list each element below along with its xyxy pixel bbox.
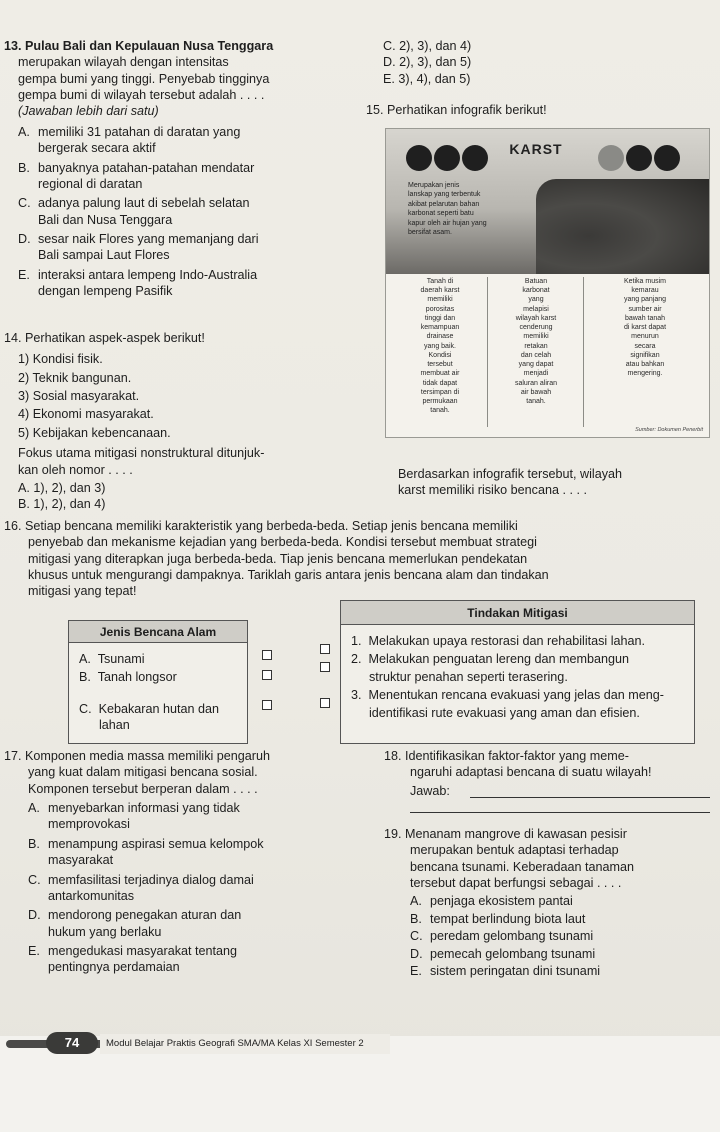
infographic-text: Merupakan jenis (408, 182, 460, 189)
option-letter: A. (28, 801, 40, 816)
q13-line: gempa bumi yang tinggi. Penyebab tingginya (18, 71, 270, 86)
q13-option[interactable] (18, 160, 374, 193)
q19-line: merupakan bentuk adaptasi terhadap (410, 843, 619, 858)
option-text: D. mendorong penegakan aturan dan (28, 908, 242, 923)
page-number: 74 (46, 1032, 98, 1054)
infographic-text: lanskap yang terbentuk (408, 191, 481, 199)
question-19 (384, 826, 714, 980)
q15-stem (398, 466, 713, 499)
infographic-text: tanah. (526, 398, 546, 406)
option-text: E. interaksi antara lempeng Indo-Australia (18, 267, 258, 282)
infographic-text: karbonat (522, 287, 550, 295)
infographic-text: saluran aliran (514, 379, 558, 387)
option-text: sistem peringatan dini tsunami (430, 963, 601, 978)
infographic-text: yang dapat (518, 361, 554, 369)
infographic-text: kemarau (631, 287, 659, 295)
q14-option[interactable]: C. 2), 3), dan 4) (383, 39, 472, 53)
q17-option[interactable] (28, 872, 369, 905)
infographic-text: Tanah di (426, 278, 454, 285)
option-letter: E. (28, 943, 40, 958)
infographic-text: bawah tanah (624, 314, 666, 322)
option-letter: D. (28, 908, 41, 923)
item-text: Tanah longsor (97, 670, 177, 684)
column-divider (583, 277, 584, 427)
q14-option[interactable]: B. 1), 2), dan 4) (18, 497, 106, 512)
q13-option[interactable] (18, 267, 374, 300)
dot-icon (654, 145, 680, 171)
option-text: pentingnya perdamaian (48, 960, 180, 975)
q13-options (4, 124, 374, 300)
q16-line: 16. Setiap bencana memiliki karakteristik yang berbeda-beda. Setiap jenis bencana memiliki (4, 519, 518, 533)
infographic-text: memiliki (427, 296, 453, 304)
option-text: pemecah gelombang tsunami (430, 946, 596, 961)
match-checkbox-3[interactable] (320, 698, 330, 708)
infographic-column-drought (586, 277, 704, 379)
q19-options (384, 893, 714, 979)
infographic-text: kapur oleh air hujan yang (408, 219, 487, 227)
item-letter: A. (79, 652, 91, 666)
q13-instruction: (Jawaban lebih dari satu) (18, 104, 159, 119)
infographic-text: sumber air (628, 305, 662, 313)
q14-item: 2) Teknik bangunan. (18, 370, 132, 385)
infographic-text: wilayah karst (515, 314, 557, 322)
q18-line: ngaruhi adaptasi bencana di suatu wilayah! (410, 765, 652, 780)
q17-option[interactable] (28, 943, 369, 976)
option-letter: D. (18, 231, 31, 246)
option-text: Bali dan Nusa Tenggara (38, 212, 173, 227)
q14-item: 1) Kondisi fisik. (18, 352, 103, 367)
infographic-text: secara (634, 342, 656, 350)
option-letter: E. (410, 963, 422, 978)
disaster-type-table (68, 620, 248, 744)
q17-options (4, 800, 369, 976)
infographic-text: melapisi (523, 305, 549, 313)
infographic-text: signifikan (630, 351, 660, 359)
q19-option[interactable] (410, 928, 714, 944)
question-16 (4, 518, 716, 600)
disaster-type-header: Jenis Bencana Alam (69, 621, 247, 643)
option-letter: D. (410, 946, 423, 961)
infographic-text: tersimpan di (420, 388, 460, 396)
dot-icon (462, 145, 488, 171)
match-checkbox-2[interactable] (320, 662, 330, 672)
item-text: Melakukan upaya restorasi dan rehabilitasi lahan. (368, 634, 646, 648)
column-divider (487, 277, 488, 427)
option-letter: C. (410, 929, 423, 944)
infographic-text: atau bahkan (625, 361, 665, 369)
answer-line[interactable] (470, 797, 710, 798)
infographic-text: kemampuan (420, 324, 460, 332)
item-text-cont: lahan (99, 718, 130, 732)
option-text: tempat berlindung biota laut (430, 911, 586, 926)
answer-line[interactable] (410, 812, 710, 813)
item-number: 3. (351, 688, 362, 702)
option-letter: A. (410, 894, 422, 909)
infographic-text: yang (528, 296, 544, 304)
q17-option[interactable] (28, 907, 369, 940)
infographic-text: bersifat asam. (408, 229, 452, 237)
match-checkbox-b[interactable] (262, 670, 272, 680)
option-text: penjaga ekosistem pantai (430, 894, 573, 909)
item-letter: B. (79, 670, 91, 684)
q15-title: 15. Perhatikan infografik berikut! (366, 103, 547, 117)
option-text: D. sesar naik Flores yang memanjang dari (18, 231, 259, 246)
infographic-text: permukaan (422, 398, 458, 406)
option-text: memprovokasi (48, 817, 130, 832)
infographic-text: Kondisi (428, 351, 452, 359)
q13-option[interactable] (18, 231, 374, 264)
option-text: regional di daratan (38, 176, 143, 191)
option-letter: B. (410, 911, 422, 926)
option-letter: C. (28, 872, 41, 887)
dot-icon (434, 145, 460, 171)
q16-line: penyebab dan mekanisme kejadian yang berbeda-beda. Kondisi tersebut membuat strategi (28, 535, 537, 550)
q16-line: mitigasi yang diterapkan juga berbeda-beda. Tiap jenis bencana memerlukan pendekatan (28, 551, 528, 566)
q19-option[interactable] (410, 893, 714, 909)
infographic-source: Sumber: Dokumen Penerbit (635, 426, 703, 433)
question-14 (4, 330, 374, 513)
q19-option[interactable] (410, 963, 714, 979)
option-text: E. mengedukasi masyarakat tentang (28, 943, 238, 958)
q14-option[interactable]: D. 2), 3), dan 5) (383, 55, 472, 70)
infographic-text: daerah karst (420, 287, 460, 295)
item-text: Melakukan penguatan lereng dan membangun (368, 652, 629, 666)
item-text: Kebakaran hutan dan (98, 702, 220, 716)
q18-answer-label: Jawab: (410, 783, 450, 798)
q13-option[interactable] (18, 195, 374, 228)
q13-line: 13. Pulau Bali dan Kepulauan Nusa Tenggara (4, 39, 274, 53)
q19-line: tersebut dapat berfungsi sebagai . . . . (410, 876, 622, 891)
option-letter: C. (18, 196, 31, 211)
mitigation-action-header: Tindakan Mitigasi (341, 601, 694, 625)
q13-option[interactable] (18, 124, 374, 157)
infographic-text: tersebut (427, 361, 453, 369)
option-text: A. memiliki 31 patahan di daratan yang (18, 124, 241, 139)
option-letter: E. (18, 267, 30, 282)
match-checkbox-a[interactable] (262, 650, 272, 660)
q14-options-right (383, 38, 713, 87)
infographic-text: drainase (426, 333, 454, 341)
dot-icon (598, 145, 624, 171)
infographic-text: air bawah (520, 388, 552, 396)
disaster-item-tsunami[interactable] (79, 651, 145, 667)
infographic-text: menurun (631, 333, 659, 341)
infographic-text: retakan (524, 342, 548, 350)
option-text: peredam gelombang tsunami (430, 929, 594, 944)
q14-stem: Fokus utama mitigasi nonstruktural ditunjuk- (18, 446, 265, 461)
item-text: Tsunami (97, 652, 145, 666)
infographic-banner (386, 129, 709, 274)
mitigation-item-2[interactable] (351, 651, 629, 667)
item-number: 1. (351, 634, 362, 648)
option-text: hukum yang berlaku (48, 924, 162, 939)
option-text: A. menyebarkan informasi yang tidak (28, 801, 240, 816)
infographic-text: cenderung (519, 324, 553, 332)
q18-line: 18. Identifikasikan faktor-faktor yang meme- (384, 749, 629, 763)
infographic-text: akibat pelarutan bahan (408, 200, 480, 208)
dot-icon (626, 145, 652, 171)
infographic-text: menjadi (523, 370, 549, 378)
karst-infographic (385, 128, 710, 438)
infographic-text: tidak dapat (422, 379, 458, 387)
item-number: 2. (351, 652, 362, 666)
mitigation-action-table (340, 600, 695, 744)
q14-item: 3) Sosial masyarakat. (18, 389, 140, 404)
mitigation-item-3[interactable] (351, 687, 664, 703)
disaster-item-forest-fire[interactable] (79, 701, 219, 717)
q14-option[interactable]: A. 1), 2), dan 3) (18, 480, 106, 495)
infographic-text: yang baik. (424, 342, 456, 350)
mitigation-item-1[interactable] (351, 633, 645, 649)
infographic-text: dan celah (520, 351, 552, 359)
q17-line: 17. Komponen media massa memiliki pengaruh (4, 749, 271, 763)
q15-stem-line: karst memiliki risiko bencana . . . . (398, 483, 587, 498)
q16-line: mitigasi yang tepat! (28, 584, 137, 599)
match-checkbox-1[interactable] (320, 644, 330, 654)
item-text: Menentukan rencana evakuasi yang jelas dan meng- (368, 688, 664, 702)
q17-line: yang kuat dalam mitigasi bencana sosial. (28, 765, 258, 780)
item-text-cont: struktur penahan seperti terasering. (369, 670, 568, 684)
infographic-text: porositas (425, 305, 455, 313)
q14-item: 4) Ekonomi masyarakat. (18, 407, 154, 422)
dot-icon (406, 145, 432, 171)
infographic-intro (408, 181, 538, 251)
option-text: C. adanya palung laut di sebelah selatan (18, 196, 250, 211)
match-checkbox-c[interactable] (262, 700, 272, 710)
question-17 (4, 748, 369, 976)
q16-line: khusus untuk mengurangi dampaknya. Tariklah garis antara jenis bencana alam dan tindakan (28, 568, 549, 583)
infographic-text: mengering. (627, 370, 663, 378)
option-text: Bali sampai Laut Flores (38, 248, 170, 263)
infographic-text: Ketika musim (623, 278, 666, 285)
option-text: B. menampung aspirasi semua kelompok (28, 836, 264, 851)
q14-stem: kan oleh nomor . . . . (18, 462, 133, 477)
infographic-text: di karst dapat (623, 324, 667, 332)
q14-items (4, 351, 374, 441)
q13-line: merupakan wilayah dengan intensitas (18, 55, 229, 70)
infographic-text: yang panjang (623, 296, 667, 304)
infographic-text: Batuan (524, 278, 548, 285)
q14-option[interactable]: E. 3), 4), dan 5) (383, 71, 471, 86)
infographic-text: karbonat seperti batu (408, 210, 474, 218)
option-letter: B. (18, 160, 30, 175)
q19-option[interactable] (410, 911, 714, 927)
infographic-title: KARST (509, 141, 563, 157)
q17-option[interactable] (28, 836, 369, 869)
option-text: antarkomunitas (48, 888, 135, 903)
karst-rock-photo (536, 179, 709, 274)
q14-title: 14. Perhatikan aspek-aspek berikut! (4, 331, 205, 345)
q14-item: 5) Kebijakan kebencanaan. (18, 425, 171, 440)
disaster-item-landslide[interactable] (79, 669, 177, 685)
infographic-text: membuat air (420, 370, 460, 378)
infographic-column-rock (490, 277, 582, 406)
option-letter: A. (18, 124, 30, 139)
q17-option[interactable] (28, 800, 369, 833)
q13-line: gempa bumi di wilayah tersebut adalah . . . . (18, 88, 265, 103)
infographic-column-soil (394, 277, 486, 416)
option-text: bergerak secara aktif (38, 141, 156, 156)
item-text-cont: identifikasi rute evakuasi yang aman dan efisien. (369, 706, 640, 720)
q17-line: Komponen tersebut berperan dalam . . . . (28, 781, 258, 796)
option-text: C. memfasilitasi terjadinya dialog damai (28, 872, 254, 887)
question-18 (384, 748, 714, 799)
option-text: dengan lempeng Pasifik (38, 284, 173, 299)
question-13 (4, 38, 374, 302)
q15-stem-line: Berdasarkan infografik tersebut, wilayah (398, 467, 623, 481)
option-letter: B. (28, 836, 40, 851)
infographic-text: tinggi dan (424, 314, 456, 322)
item-letter: C. (79, 702, 92, 716)
infographic-text: memiliki (523, 333, 549, 341)
q19-line: 19. Menanam mangrove di kawasan pesisir (384, 827, 627, 841)
infographic-text: tanah. (430, 407, 450, 415)
book-title: Modul Belajar Praktis Geografi SMA/MA Kelas XI Semester 2 (100, 1034, 390, 1054)
option-text: B. banyaknya patahan-patahan mendatar (18, 160, 255, 175)
q19-line: bencana tsunami. Keberadaan tanaman (410, 859, 635, 874)
option-text: masyarakat (48, 853, 114, 868)
q19-option[interactable] (410, 946, 714, 962)
